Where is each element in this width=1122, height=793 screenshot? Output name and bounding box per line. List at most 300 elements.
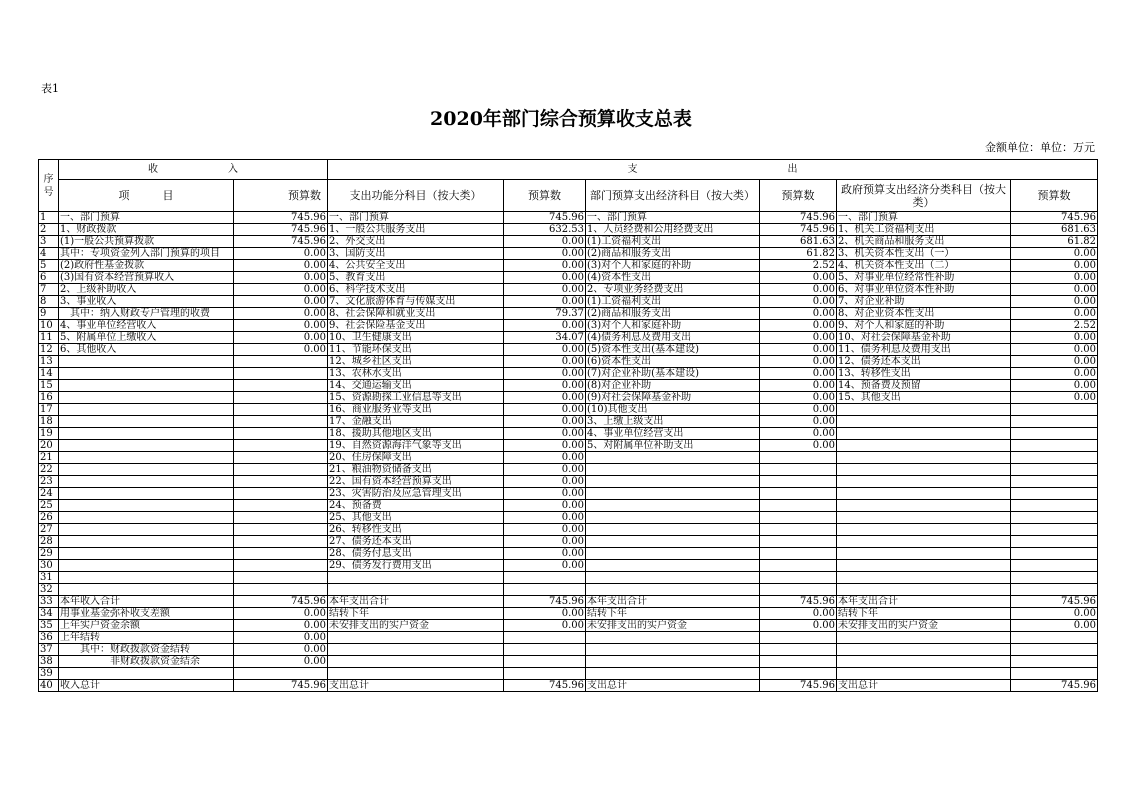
gov-econ-item-cell: 6、对事业单位资本性补助 <box>837 284 1011 296</box>
dept-econ-budget-cell: 0.00 <box>760 416 837 428</box>
income-budget-cell <box>234 368 328 380</box>
func-item-cell: 6、科学技术支出 <box>328 284 504 296</box>
dept-econ-item-cell: (4)债务利息及费用支出 <box>586 332 760 344</box>
income-item-cell <box>59 476 234 488</box>
row-seq-cell: 22 <box>39 464 59 476</box>
func-item-cell: 5、教育支出 <box>328 272 504 284</box>
income-budget-cell: 0.00 <box>234 308 328 320</box>
func-budget-cell <box>504 584 586 596</box>
dept-econ-budget-cell: 0.00 <box>760 296 837 308</box>
gov-econ-budget-cell: 0.00 <box>1011 296 1098 308</box>
dept-econ-item-cell: (6)资本性支出 <box>586 356 760 368</box>
table-row <box>39 344 1098 356</box>
dept-econ-item-cell: 1、人员经费和公用经费支出 <box>586 224 760 236</box>
func-budget-cell: 0.00 <box>504 320 586 332</box>
row-seq-cell: 2 <box>39 224 59 236</box>
dept-econ-budget-cell <box>760 584 837 596</box>
gov-econ-item-cell <box>837 536 1011 548</box>
table-row <box>39 488 1098 500</box>
func-item-cell: 3、国防支出 <box>328 248 504 260</box>
income-budget-cell <box>234 428 328 440</box>
func-item-cell: 18、援助其他地区支出 <box>328 428 504 440</box>
gov-econ-budget-cell: 0.00 <box>1011 260 1098 272</box>
gov-econ-budget-cell: 61.82 <box>1011 236 1098 248</box>
dept-econ-budget-cell: 0.00 <box>760 272 837 284</box>
income-budget-header: 预算数 <box>234 180 328 212</box>
income-budget-cell: 0.00 <box>234 620 328 632</box>
func-item-cell <box>328 644 504 656</box>
table-row <box>39 572 1098 584</box>
gov-econ-item-cell <box>837 548 1011 560</box>
dept-econ-item-cell <box>586 512 760 524</box>
gov-econ-item-cell <box>837 560 1011 572</box>
func-item-cell: 支出总计 <box>328 680 504 692</box>
func-budget-cell <box>504 632 586 644</box>
row-seq-cell: 30 <box>39 560 59 572</box>
gov-econ-item-cell: 2、机关商品和服务支出 <box>837 236 1011 248</box>
gov-econ-budget-cell: 0.00 <box>1011 248 1098 260</box>
table-row <box>39 584 1098 596</box>
gov-econ-budget-cell: 0.00 <box>1011 380 1098 392</box>
dept-econ-budget-cell: 61.82 <box>760 248 837 260</box>
gov-econ-budget-cell <box>1011 500 1098 512</box>
func-item-cell: 9、社会保险基金支出 <box>328 320 504 332</box>
func-budget-cell: 0.00 <box>504 464 586 476</box>
gov-econ-item-cell: 一、部门预算 <box>837 212 1011 224</box>
func-item-cell: 29、债务发行费用支出 <box>328 560 504 572</box>
gov-econ-item-cell <box>837 416 1011 428</box>
gov-econ-budget-cell <box>1011 572 1098 584</box>
table-row <box>39 284 1098 296</box>
dept-econ-item-cell <box>586 572 760 584</box>
income-budget-cell <box>234 392 328 404</box>
gov-econ-item-cell: 5、对事业单位经常性补助 <box>837 272 1011 284</box>
dept-econ-item-cell <box>586 560 760 572</box>
income-budget-cell: 0.00 <box>234 296 328 308</box>
func-item-cell: 7、文化旅游体育与传媒支出 <box>328 296 504 308</box>
func-budget-cell: 0.00 <box>504 272 586 284</box>
income-item-cell <box>59 668 234 680</box>
gov-econ-item-cell <box>837 632 1011 644</box>
table-row <box>39 416 1098 428</box>
table-row <box>39 224 1098 236</box>
func-item-cell: 10、卫生健康支出 <box>328 332 504 344</box>
func-item-cell: 11、节能环保支出 <box>328 344 504 356</box>
table-row <box>39 464 1098 476</box>
expense-group-header: 支 出 <box>328 160 1098 180</box>
gov-econ-item-cell <box>837 572 1011 584</box>
gov-econ-item-cell: 14、预备费及预留 <box>837 380 1011 392</box>
income-item-cell <box>59 452 234 464</box>
row-seq-cell: 11 <box>39 332 59 344</box>
gov-econ-budget-cell: 2.52 <box>1011 320 1098 332</box>
income-item-cell: 其中：专项资金列入部门预算的项目 <box>59 248 234 260</box>
func-budget-cell: 0.00 <box>504 416 586 428</box>
func-item-cell <box>328 632 504 644</box>
gov-econ-budget-cell: 0.00 <box>1011 608 1098 620</box>
func-budget-cell: 0.00 <box>504 488 586 500</box>
table-row <box>39 296 1098 308</box>
gov-econ-budget-cell: 0.00 <box>1011 392 1098 404</box>
func-item-cell: 8、社会保障和就业支出 <box>328 308 504 320</box>
income-item-cell: 5、附属单位上缴收入 <box>59 332 234 344</box>
dept-econ-budget-cell <box>760 500 837 512</box>
func-item-cell: 4、公共安全支出 <box>328 260 504 272</box>
income-item-cell <box>59 428 234 440</box>
header-row-1 <box>39 160 1098 180</box>
func-item-cell: 本年支出合计 <box>328 596 504 608</box>
row-seq-cell: 19 <box>39 428 59 440</box>
func-item-cell: 25、其他支出 <box>328 512 504 524</box>
row-seq-cell: 10 <box>39 320 59 332</box>
dept-econ-budget-cell <box>760 632 837 644</box>
func-budget-cell: 0.00 <box>504 476 586 488</box>
income-item-cell <box>59 368 234 380</box>
func-item-cell: 20、住房保障支出 <box>328 452 504 464</box>
gov-econ-item-cell: 7、对企业补助 <box>837 296 1011 308</box>
gov-econ-item-cell: 未安排支出的实户资金 <box>837 620 1011 632</box>
gov-econ-budget-cell <box>1011 464 1098 476</box>
dept-econ-item-cell <box>586 536 760 548</box>
income-budget-cell <box>234 524 328 536</box>
func-budget-cell <box>504 644 586 656</box>
func-budget-cell <box>504 668 586 680</box>
func-budget-cell: 0.00 <box>504 620 586 632</box>
dept-econ-budget-cell <box>760 644 837 656</box>
dept-econ-item-cell: 未安排支出的实户资金 <box>586 620 760 632</box>
gov-econ-budget-cell <box>1011 584 1098 596</box>
dept-econ-item-cell: (8)对企业补助 <box>586 380 760 392</box>
dept-econ-item-cell: (4)资本性支出 <box>586 272 760 284</box>
dept-econ-item-cell: (3)对个人和家庭补助 <box>586 320 760 332</box>
income-budget-cell <box>234 572 328 584</box>
func-budget-cell: 0.00 <box>504 296 586 308</box>
row-seq-cell: 39 <box>39 668 59 680</box>
income-item-cell <box>59 536 234 548</box>
income-budget-cell: 0.00 <box>234 248 328 260</box>
table-row <box>39 476 1098 488</box>
row-seq-cell: 32 <box>39 584 59 596</box>
dept-econ-budget-cell <box>760 488 837 500</box>
dept-econ-budget-cell <box>760 548 837 560</box>
func-item-cell: 17、金融支出 <box>328 416 504 428</box>
func-item-cell: 28、债务付息支出 <box>328 548 504 560</box>
income-item-cell <box>59 440 234 452</box>
func-budget-cell: 745.96 <box>504 680 586 692</box>
dept-econ-budget-cell: 0.00 <box>760 380 837 392</box>
gov-econ-budget-cell: 745.96 <box>1011 596 1098 608</box>
dept-econ-budget-cell: 0.00 <box>760 368 837 380</box>
dept-econ-item-cell <box>586 452 760 464</box>
income-item-cell: 4、事业单位经营收入 <box>59 320 234 332</box>
income-item-cell: (3)国有资本经营预算收入 <box>59 272 234 284</box>
gov-econ-item-cell <box>837 512 1011 524</box>
dept-econ-item-cell <box>586 464 760 476</box>
func-budget-cell: 745.96 <box>504 596 586 608</box>
income-item-cell: 3、事业收入 <box>59 296 234 308</box>
income-budget-cell: 745.96 <box>234 596 328 608</box>
func-budget-cell: 632.53 <box>504 224 586 236</box>
dept-econ-budget-cell <box>760 524 837 536</box>
income-group-header: 收 入 <box>59 160 328 180</box>
dept-econ-item-cell <box>586 632 760 644</box>
func-item-cell: 26、转移性支出 <box>328 524 504 536</box>
income-budget-cell: 745.96 <box>234 212 328 224</box>
dept-econ-budget-cell: 0.00 <box>760 440 837 452</box>
row-seq-cell: 35 <box>39 620 59 632</box>
row-seq-cell: 24 <box>39 488 59 500</box>
dept-econ-budget-cell <box>760 452 837 464</box>
table-row <box>39 500 1098 512</box>
row-seq-cell: 37 <box>39 644 59 656</box>
gov-econ-budget-cell: 0.00 <box>1011 344 1098 356</box>
table-row <box>39 524 1098 536</box>
row-seq-cell: 4 <box>39 248 59 260</box>
gov-econ-item-cell <box>837 476 1011 488</box>
row-seq-cell: 7 <box>39 284 59 296</box>
dept-econ-budget-cell <box>760 572 837 584</box>
income-item-cell <box>59 488 234 500</box>
dept-econ-budget-cell: 745.96 <box>760 212 837 224</box>
gov-econ-budget-cell: 0.00 <box>1011 368 1098 380</box>
income-budget-cell: 0.00 <box>234 284 328 296</box>
gov-econ-budget-cell <box>1011 668 1098 680</box>
table-row <box>39 596 1098 608</box>
table-row <box>39 212 1098 224</box>
income-budget-cell: 0.00 <box>234 344 328 356</box>
func-item-cell <box>328 584 504 596</box>
dept-econ-budget-cell: 745.96 <box>760 596 837 608</box>
dept-econ-budget-cell: 745.96 <box>760 680 837 692</box>
row-seq-cell: 40 <box>39 680 59 692</box>
row-seq-cell: 21 <box>39 452 59 464</box>
row-seq-cell: 13 <box>39 356 59 368</box>
income-budget-cell <box>234 476 328 488</box>
table-row <box>39 620 1098 632</box>
gov-econ-item-cell: 支出总计 <box>837 680 1011 692</box>
func-budget-cell: 0.00 <box>504 608 586 620</box>
gov-econ-item-cell: 结转下年 <box>837 608 1011 620</box>
func-budget-cell: 0.00 <box>504 392 586 404</box>
gov-econ-item-cell <box>837 404 1011 416</box>
row-seq-cell: 29 <box>39 548 59 560</box>
gov-econ-item-cell: 13、转移性支出 <box>837 368 1011 380</box>
gov-econ-budget-cell: 0.00 <box>1011 272 1098 284</box>
func-item-cell: 27、债务还本支出 <box>328 536 504 548</box>
gov-econ-budget-cell: 0.00 <box>1011 332 1098 344</box>
gov-econ-item-cell: 本年支出合计 <box>837 596 1011 608</box>
func-budget-cell: 79.37 <box>504 308 586 320</box>
income-budget-cell: 0.00 <box>234 644 328 656</box>
row-seq-cell: 17 <box>39 404 59 416</box>
income-item-cell: 本年收入合计 <box>59 596 234 608</box>
gov-econ-budget-cell: 681.63 <box>1011 224 1098 236</box>
dept-econ-item-cell: 结转下年 <box>586 608 760 620</box>
gov-econ-budget-cell <box>1011 416 1098 428</box>
table-row <box>39 332 1098 344</box>
table-row <box>39 560 1098 572</box>
func-item-cell: 2、外交支出 <box>328 236 504 248</box>
income-item-cell <box>59 392 234 404</box>
income-budget-cell: 745.96 <box>234 224 328 236</box>
income-item-cell <box>59 500 234 512</box>
table-row <box>39 248 1098 260</box>
dept-econ-budget-cell <box>760 656 837 668</box>
income-item-cell: 用事业基金弥补收支差额 <box>59 608 234 620</box>
dept-econ-item-cell: 支出总计 <box>586 680 760 692</box>
table-row <box>39 428 1098 440</box>
gov-econ-budget-cell <box>1011 524 1098 536</box>
dept-budget-header: 预算数 <box>760 180 837 212</box>
income-budget-cell: 0.00 <box>234 260 328 272</box>
income-budget-cell <box>234 584 328 596</box>
func-item-cell: 13、农林水支出 <box>328 368 504 380</box>
func-budget-cell: 0.00 <box>504 344 586 356</box>
gov-econ-budget-cell: 745.96 <box>1011 680 1098 692</box>
income-budget-cell: 0.00 <box>234 656 328 668</box>
income-budget-cell: 0.00 <box>234 632 328 644</box>
income-item-cell <box>59 548 234 560</box>
table-row <box>39 608 1098 620</box>
gov-econ-budget-cell <box>1011 440 1098 452</box>
gov-econ-item-cell <box>837 428 1011 440</box>
dept-econ-budget-cell: 681.63 <box>760 236 837 248</box>
seq-header: 序号 <box>39 160 59 212</box>
dept-econ-budget-cell: 2.52 <box>760 260 837 272</box>
dept-econ-budget-cell: 0.00 <box>760 308 837 320</box>
func-budget-cell: 0.00 <box>504 524 586 536</box>
row-seq-cell: 20 <box>39 440 59 452</box>
func-item-cell: 24、预备费 <box>328 500 504 512</box>
gov-econ-budget-cell <box>1011 656 1098 668</box>
func-item-cell: 23、灾害防治及应急管理支出 <box>328 488 504 500</box>
gov-econ-item-cell: 12、债务还本支出 <box>837 356 1011 368</box>
func-budget-cell: 0.00 <box>504 428 586 440</box>
dept-econ-item-cell: (1)工资福利支出 <box>586 296 760 308</box>
income-item-header: 项 目 <box>59 180 234 212</box>
gov-econ-budget-cell <box>1011 512 1098 524</box>
func-budget-cell: 0.00 <box>504 440 586 452</box>
table-row <box>39 656 1098 668</box>
income-item-cell: 上年结转 <box>59 632 234 644</box>
income-budget-cell <box>234 356 328 368</box>
gov-econ-item-cell: 4、机关资本性支出（二） <box>837 260 1011 272</box>
row-seq-cell: 5 <box>39 260 59 272</box>
table-row <box>39 632 1098 644</box>
income-item-cell: 2、上级补助收入 <box>59 284 234 296</box>
gov-econ-budget-cell: 745.96 <box>1011 212 1098 224</box>
income-budget-cell <box>234 464 328 476</box>
dept-econ-item-cell: 5、对附属单位补助支出 <box>586 440 760 452</box>
dept-econ-item-cell: (1)工资福利支出 <box>586 236 760 248</box>
func-budget-cell: 0.00 <box>504 404 586 416</box>
gov-econ-item-cell <box>837 644 1011 656</box>
dept-econ-item-cell: (9)对社会保障基金补助 <box>586 392 760 404</box>
income-item-cell <box>59 584 234 596</box>
row-seq-cell: 8 <box>39 296 59 308</box>
dept-econ-item-cell: 一、部门预算 <box>586 212 760 224</box>
gov-econ-budget-cell <box>1011 452 1098 464</box>
row-seq-cell: 28 <box>39 536 59 548</box>
row-seq-cell: 16 <box>39 392 59 404</box>
income-item-cell <box>59 512 234 524</box>
income-budget-cell: 745.96 <box>234 680 328 692</box>
table-row <box>39 680 1098 692</box>
func-budget-cell: 0.00 <box>504 260 586 272</box>
table-row <box>39 440 1098 452</box>
gov-econ-budget-cell <box>1011 476 1098 488</box>
dept-econ-budget-cell <box>760 536 837 548</box>
table-row <box>39 308 1098 320</box>
gov-econ-item-cell: 10、对社会保障基金补助 <box>837 332 1011 344</box>
header-row-2 <box>39 180 1098 212</box>
dept-econ-budget-cell: 0.00 <box>760 392 837 404</box>
gov-econ-item-cell: 3、机关资本性支出（一） <box>837 248 1011 260</box>
page-title: 2020年部门综合预算收支总表 <box>430 108 692 130</box>
income-item-cell <box>59 404 234 416</box>
income-item-cell: 收入总计 <box>59 680 234 692</box>
income-budget-cell: 0.00 <box>234 272 328 284</box>
func-budget-cell: 0.00 <box>504 452 586 464</box>
gov-econ-item-cell: 8、对企业资本性支出 <box>837 308 1011 320</box>
gov-econ-item-cell: 11、债务利息及费用支出 <box>837 344 1011 356</box>
income-budget-cell <box>234 440 328 452</box>
func-item-cell <box>328 572 504 584</box>
dept-econ-item-cell <box>586 524 760 536</box>
income-item-cell: (2)政府性基金拨款 <box>59 260 234 272</box>
row-seq-cell: 23 <box>39 476 59 488</box>
gov-econ-budget-cell <box>1011 644 1098 656</box>
dept-econ-item-cell: (2)商品和服务支出 <box>586 248 760 260</box>
dept-econ-budget-cell: 0.00 <box>760 428 837 440</box>
func-item-cell: 15、资源勘探工业信息等支出 <box>328 392 504 404</box>
row-seq-cell: 31 <box>39 572 59 584</box>
dept-econ-budget-cell <box>760 668 837 680</box>
table-row <box>39 260 1098 272</box>
dept-econ-budget-cell: 0.00 <box>760 332 837 344</box>
dept-econ-budget-cell: 745.96 <box>760 224 837 236</box>
income-item-cell <box>59 416 234 428</box>
table-row <box>39 356 1098 368</box>
dept-econ-item-cell: 本年支出合计 <box>586 596 760 608</box>
func-budget-cell: 0.00 <box>504 356 586 368</box>
income-budget-cell <box>234 548 328 560</box>
func-budget-cell: 0.00 <box>504 512 586 524</box>
func-item-cell: 21、粮油物资储备支出 <box>328 464 504 476</box>
gov-econ-budget-cell: 0.00 <box>1011 308 1098 320</box>
func-budget-cell: 34.07 <box>504 332 586 344</box>
table-row <box>39 452 1098 464</box>
income-item-cell: 其中：纳入财政专户管理的收费 <box>59 308 234 320</box>
gov-econ-item-cell: 15、其他支出 <box>837 392 1011 404</box>
func-item-cell: 16、商业服务业等支出 <box>328 404 504 416</box>
func-budget-cell: 0.00 <box>504 560 586 572</box>
dept-econ-budget-cell <box>760 476 837 488</box>
gov-econ-budget-cell: 0.00 <box>1011 284 1098 296</box>
row-seq-cell: 6 <box>39 272 59 284</box>
table-row <box>39 512 1098 524</box>
gov-econ-item-cell <box>837 452 1011 464</box>
row-seq-cell: 33 <box>39 596 59 608</box>
table-row <box>39 404 1098 416</box>
table-row <box>39 236 1098 248</box>
gov-econ-item-cell <box>837 524 1011 536</box>
dept-econ-budget-cell: 0.00 <box>760 620 837 632</box>
budget-summary-table <box>38 159 1098 692</box>
income-budget-cell <box>234 452 328 464</box>
dept-econ-budget-cell: 0.00 <box>760 356 837 368</box>
dept-econ-budget-cell: 0.00 <box>760 284 837 296</box>
